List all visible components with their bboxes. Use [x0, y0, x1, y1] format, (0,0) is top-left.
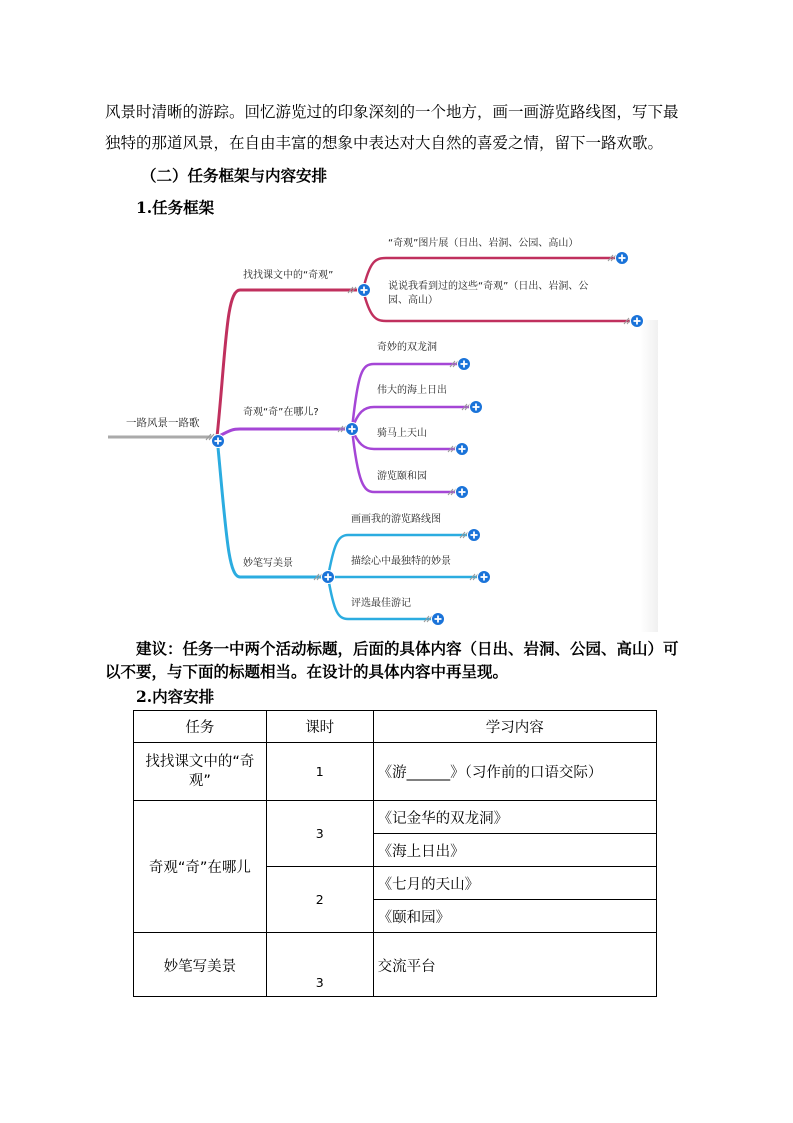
branch-2-child-3: 骑马上天山 [377, 428, 427, 439]
task-2-name: 奇观“奇”在哪儿 [134, 801, 267, 933]
section-heading: （二）任务框架与内容安排 [141, 166, 328, 185]
table-row [134, 933, 657, 997]
branch-3-child-2: 描绘心中最独特的妙景 [351, 556, 451, 567]
expand-node-plus-icon[interactable] [456, 443, 469, 456]
branch-2-child-1-line [352, 364, 462, 429]
table-row [134, 743, 657, 801]
table-header-row [134, 711, 657, 743]
task-2-item-2: 《海上日出》 [373, 834, 656, 867]
expand-node-plus-icon[interactable] [322, 571, 335, 584]
intro-line-1: 风景时清晰的游踪。回忆游览过的印象深刻的一个地方，画一画游览路线图，写下最 [105, 103, 679, 121]
task-3-name: 妙笔写美景 [134, 933, 267, 997]
task-2-item-3: 《七月的天山》 [373, 867, 656, 900]
root-label: 一路风景一路歌 [126, 417, 200, 429]
branch-3-line [217, 437, 326, 577]
branch-3 [217, 437, 482, 619]
branch-3-child-1: 画画我的游览路线图 [351, 514, 441, 525]
branch-2-child-2-line [352, 407, 474, 429]
header-task: 任务 [134, 711, 267, 743]
task-3-hours: 3 [266, 933, 373, 997]
expand-node-plus-icon[interactable] [458, 358, 471, 371]
branch-1-child-2a: 说说我看到过的这些“奇观”（日出、岩洞、公 [388, 281, 589, 292]
branch-3-label: 妙笔写美景 [243, 558, 293, 569]
subheading-content-plan: 2.内容安排 [136, 687, 215, 706]
intro-line-2: 独特的那道风景，在自由丰富的想象中表达对大自然的喜爱之情，留下一路欢歌。 [105, 134, 664, 152]
branch-2-child-2: 伟大的海上日出 [377, 385, 447, 396]
task-1-content: 《游______》（习作前的口语交际） [373, 743, 656, 801]
suggestion-line-1: 建议：任务一中两个活动标题，后面的具体内容（日出、岩洞、公园、高山）可 [136, 639, 679, 658]
expand-node-plus-icon[interactable] [470, 401, 483, 414]
task-3-content: 交流平台 [373, 933, 656, 997]
branch-1-child-2b: 园、高山） [388, 295, 438, 306]
branch-1-label: 找找课文中的“奇观” [243, 270, 334, 281]
branch-1-child-1: “奇观”图片展（日出、岩洞、公园、高山） [388, 238, 579, 249]
branch-2 [217, 340, 474, 492]
subheading-task-framework: 1.任务框架 [136, 198, 215, 217]
branch-2-line [217, 429, 350, 437]
expand-node-plus-icon[interactable] [631, 315, 644, 328]
branch-3-child-3: 评选最佳游记 [351, 598, 411, 609]
task-2-item-1: 《记金华的双龙洞》 [373, 801, 656, 834]
task-2-hours-b: 2 [266, 867, 373, 933]
expand-node-plus-icon[interactable] [346, 423, 359, 436]
content-plan-table [133, 710, 657, 997]
header-content: 学习内容 [373, 711, 656, 743]
task-1-name: 找找课文中的“奇观” [134, 743, 267, 801]
task-1-hours: 1 [266, 743, 373, 801]
expand-node-plus-icon[interactable] [456, 486, 469, 499]
branch-2-child-1: 奇妙的双龙洞 [377, 342, 437, 353]
header-hours: 课时 [266, 711, 373, 743]
branch-2-label: 奇观“奇”在哪儿? [243, 407, 319, 418]
branch-2-child-4: 游览颐和园 [377, 471, 427, 482]
expand-node-plus-icon[interactable] [358, 284, 371, 297]
expand-node-plus-icon[interactable] [616, 252, 629, 265]
task-2-item-4: 《颐和园》 [373, 900, 656, 933]
expand-node-plus-icon[interactable] [468, 529, 481, 542]
expand-node-plus-icon[interactable] [478, 571, 491, 584]
expand-node-plus-icon[interactable] [432, 613, 445, 626]
table-row [134, 801, 657, 834]
suggestion-line-2: 以不要，与下面的标题相当。在设计的具体内容中再呈现。 [105, 662, 509, 681]
expand-node-plus-icon[interactable] [212, 435, 225, 448]
task-2-hours-a: 3 [266, 801, 373, 867]
